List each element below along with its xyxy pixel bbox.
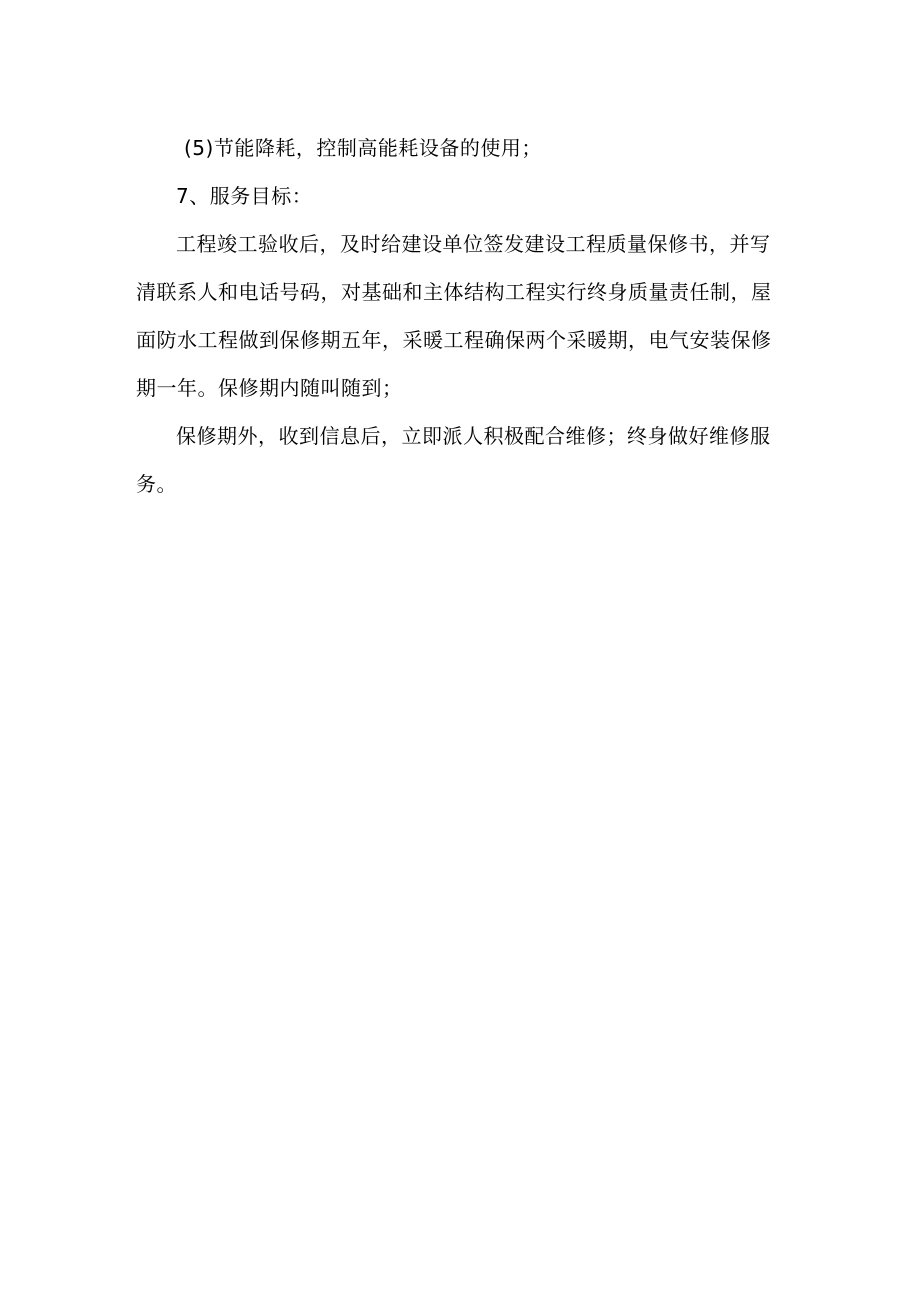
paragraph-service-goal-heading: 7、服务目标： [176,184,313,208]
document-body [136,124,786,508]
paragraph-after-warranty: 保修期外，收到信息后，立即派人积极配合维修；终身做好维修服务。 [136,424,771,496]
paragraph-energy-saving: (5)节能降耗，控制高能耗设备的使用； [184,136,542,160]
paragraph-warranty-terms: 工程竣工验收后，及时给建设单位签发建设工程质量保修书，并写清联系人和电话号码，对基础和主体结构工程实行终身质量责任制，屋面防水工程做到保修期五年，采暖工程确保两个采暖期，电气安装保修期一年。保修期内随叫随到； [136,232,772,400]
